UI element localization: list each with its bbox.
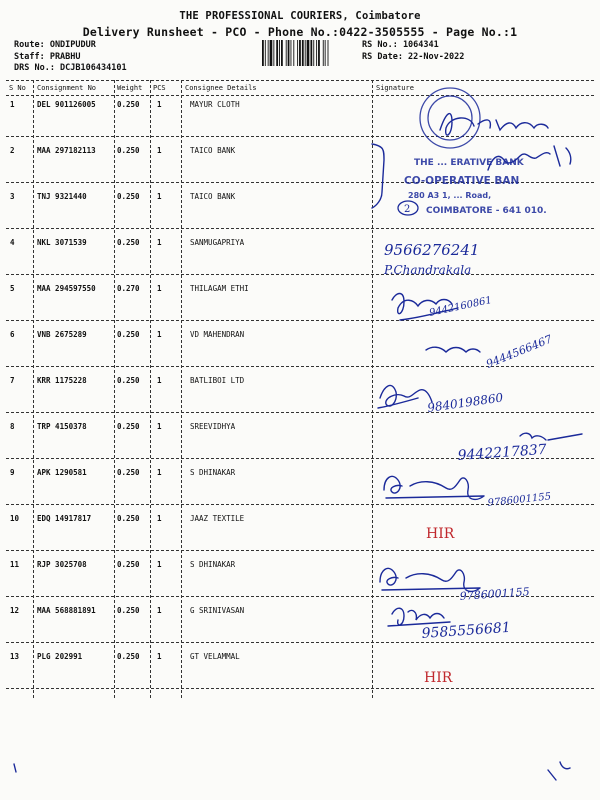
signature-row9 xyxy=(384,476,484,499)
route-staff-block xyxy=(14,40,127,75)
cell-sno: 4 xyxy=(10,238,15,247)
row-separator xyxy=(6,274,594,275)
row-separator xyxy=(6,136,594,137)
cell-sno: 5 xyxy=(10,284,15,293)
stamp-line3: 280 A3 1, ... Road, xyxy=(408,191,492,200)
barcode-bar xyxy=(302,40,304,66)
barcode-bar xyxy=(293,40,294,66)
cell-consignment-no: TNJ 9321440 xyxy=(37,192,87,201)
signature-row6 xyxy=(426,347,480,352)
stamp-circled-number: 2 xyxy=(404,204,411,215)
handwritten-phone-row9: 9786001155 xyxy=(487,491,552,509)
handwritten-mark-row13: HIR xyxy=(424,670,453,686)
cell-weight: 0.250 xyxy=(117,146,140,155)
cell-sno: 2 xyxy=(10,146,15,155)
signature-row12 xyxy=(388,608,450,626)
round-stamp xyxy=(420,88,480,148)
column-divider xyxy=(114,80,115,698)
cell-consignee: VD MAHENDRAN xyxy=(190,330,245,339)
staff-label: Staff: PRABHU xyxy=(14,51,81,62)
handwritten-phone-row8: 9442217837 xyxy=(457,441,548,464)
row-separator xyxy=(6,228,594,229)
col-header-pcs: PCS xyxy=(153,84,166,92)
barcode-bar xyxy=(286,40,287,66)
signature-row5 xyxy=(392,294,458,321)
row-separator xyxy=(6,642,594,643)
stamp-circle-mark xyxy=(398,201,418,215)
row-separator xyxy=(6,458,594,459)
stamp-line4: COIMBATORE - 641 010. xyxy=(426,206,547,216)
cell-pcs: 1 xyxy=(157,652,162,661)
cell-weight: 0.250 xyxy=(117,238,140,247)
barcode-bar xyxy=(313,40,314,66)
cell-pcs: 1 xyxy=(157,192,162,201)
cell-consignment-no: EDQ 14917817 xyxy=(37,514,92,523)
col-header-sno: S No xyxy=(9,84,26,92)
col-header-consignee: Consignee Details xyxy=(185,84,257,92)
bracket-mark xyxy=(372,144,384,208)
barcode-bar xyxy=(316,40,317,66)
signature-row2 xyxy=(488,146,571,170)
stamp-line1: THE ... ERATIVE BANK xyxy=(414,158,524,168)
cell-pcs: 1 xyxy=(157,100,162,109)
cell-sno: 11 xyxy=(10,560,20,569)
signature-row8 xyxy=(520,433,582,440)
barcode-bar xyxy=(262,40,264,66)
cell-consignment-no: MAA 294597550 xyxy=(37,284,96,293)
rs-block xyxy=(362,40,464,63)
cell-consignment-no: VNB 2675289 xyxy=(37,330,87,339)
cell-consignee: TAICO BANK xyxy=(190,146,236,155)
cell-consignee: SREEVIDHYA xyxy=(190,422,236,431)
handwritten-phone-row11: 9786001155 xyxy=(459,585,531,603)
cell-weight: 0.270 xyxy=(117,284,140,293)
cell-pcs: 1 xyxy=(157,468,162,477)
row-separator xyxy=(6,412,594,413)
barcode-bar xyxy=(310,40,312,66)
cell-pcs: 1 xyxy=(157,560,162,569)
barcode-bar xyxy=(288,40,290,66)
barcode-bar xyxy=(270,40,273,66)
cell-sno: 9 xyxy=(10,468,15,477)
cell-consignment-no: DEL 901126005 xyxy=(37,100,96,109)
cell-consignee: SANMUGAPRIYA xyxy=(190,238,245,247)
cell-consignment-no: MAA 297182113 xyxy=(37,146,96,155)
table-top-rule xyxy=(6,80,594,81)
column-divider xyxy=(33,80,34,698)
col-header-signature: Signature xyxy=(376,84,414,92)
barcode-bar xyxy=(265,40,266,66)
cell-weight: 0.250 xyxy=(117,606,140,615)
barcode-bar xyxy=(323,40,324,66)
cell-consignment-no: PLG 202991 xyxy=(37,652,83,661)
cell-consignee: S DHINAKAR xyxy=(190,560,236,569)
row-separator xyxy=(6,504,594,505)
barcode-bar xyxy=(279,40,280,66)
drs-number: DRS No.: DCJB106434101 xyxy=(14,63,127,73)
cell-consignment-no: TRP 4150378 xyxy=(37,422,87,431)
cell-pcs: 1 xyxy=(157,330,162,339)
barcode-bar xyxy=(291,40,292,66)
signature-row7 xyxy=(378,385,432,408)
document-title: THE PROFESSIONAL COURIERS, Coimbatore xyxy=(179,10,421,22)
cell-weight: 0.250 xyxy=(117,422,140,431)
cell-pcs: 1 xyxy=(157,376,162,385)
cell-pcs: 1 xyxy=(157,284,162,293)
cell-weight: 0.250 xyxy=(117,376,140,385)
col-header-consignment: Consignment No xyxy=(37,84,97,92)
cell-weight: 0.250 xyxy=(117,514,140,523)
cell-consignee: GT VELAMMAL xyxy=(190,652,240,661)
rs-date: RS Date: 22-Nov-2022 xyxy=(362,51,465,62)
cell-sno: 10 xyxy=(10,514,20,523)
cell-consignee: MAYUR CLOTH xyxy=(190,100,240,109)
cell-consignment-no: APK 1290581 xyxy=(37,468,87,477)
barcode-bar xyxy=(307,40,310,66)
cell-sno: 3 xyxy=(10,192,15,201)
column-divider xyxy=(150,80,151,698)
handwritten-name-row4: P.Chandrakala xyxy=(384,263,472,277)
cell-weight: 0.250 xyxy=(117,468,140,477)
column-divider xyxy=(372,80,373,698)
route-label: Route: ONDIPUDUR xyxy=(14,40,96,50)
cell-sno: 13 xyxy=(10,652,20,661)
stray-mark xyxy=(14,764,16,772)
barcode xyxy=(262,40,356,66)
handwritten-phone-row5: 9442160861 xyxy=(428,294,493,319)
barcode-bar xyxy=(325,40,326,66)
bank-stamp xyxy=(404,158,547,216)
handwritten-mark-row10: HIR xyxy=(426,526,455,542)
stray-mark xyxy=(548,762,570,780)
cell-consignment-no: NKL 3071539 xyxy=(37,238,87,247)
handwritten-phone-row4: 9566276241 xyxy=(384,241,480,259)
cell-weight: 0.250 xyxy=(117,192,140,201)
cell-sno: 12 xyxy=(10,606,20,615)
cell-weight: 0.250 xyxy=(117,330,140,339)
cell-pcs: 1 xyxy=(157,422,162,431)
cell-consignee: TAICO BANK xyxy=(190,192,236,201)
signature-row1 xyxy=(440,114,548,136)
col-header-weight: Weight xyxy=(117,84,143,92)
handwritten-phone-row12: 9585556681 xyxy=(421,619,512,642)
barcode-bar xyxy=(328,40,329,66)
row-separator xyxy=(6,320,594,321)
cell-sno: 1 xyxy=(10,100,15,109)
cell-weight: 0.250 xyxy=(117,652,140,661)
handwritten-phone-row6: 9444566467 xyxy=(484,332,555,371)
rs-number: RS No.: 1064341 xyxy=(362,40,439,50)
handwritten-phone-row7: 9840198860 xyxy=(426,390,505,415)
barcode-bar xyxy=(305,40,306,66)
cell-consignee: THILAGAM ETHI xyxy=(190,284,249,293)
cell-consignee: JAAZ TEXTILE xyxy=(190,514,245,523)
cell-consignee: G SRINIVASAN xyxy=(190,606,245,615)
cell-sno: 8 xyxy=(10,422,15,431)
cell-consignment-no: RJP 3025708 xyxy=(37,560,87,569)
row-separator xyxy=(6,550,594,551)
cell-consignee: S DHINAKAR xyxy=(190,468,236,477)
document-subtitle: Delivery Runsheet - PCO - Phone No.:0422-3505555 - Page No.:1 xyxy=(82,25,518,39)
row-separator xyxy=(6,366,594,367)
row-separator xyxy=(6,688,594,689)
stamp-line2: CO-OPERATIVE BAN xyxy=(404,175,520,187)
barcode-bar xyxy=(273,40,274,66)
signature-row11 xyxy=(380,568,480,591)
row-separator xyxy=(6,182,594,183)
barcode-bar xyxy=(268,40,269,66)
table-header-rule xyxy=(6,95,594,96)
barcode-bar xyxy=(276,40,278,66)
barcode-bar xyxy=(318,40,320,66)
cell-pcs: 1 xyxy=(157,514,162,523)
cell-consignment-no: KRR 1175228 xyxy=(37,376,87,385)
barcode-bar xyxy=(281,40,283,66)
row-separator xyxy=(6,596,594,597)
barcode-bar xyxy=(299,40,301,66)
cell-pcs: 1 xyxy=(157,238,162,247)
cell-pcs: 1 xyxy=(157,606,162,615)
cell-weight: 0.250 xyxy=(117,100,140,109)
cell-consignee: BATLIBOI LTD xyxy=(190,376,245,385)
column-divider xyxy=(181,80,182,698)
barcode-bar xyxy=(297,40,298,66)
cell-sno: 6 xyxy=(10,330,15,339)
cell-pcs: 1 xyxy=(157,146,162,155)
cell-weight: 0.250 xyxy=(117,560,140,569)
cell-consignment-no: MAA 568881891 xyxy=(37,606,96,615)
cell-sno: 7 xyxy=(10,376,15,385)
